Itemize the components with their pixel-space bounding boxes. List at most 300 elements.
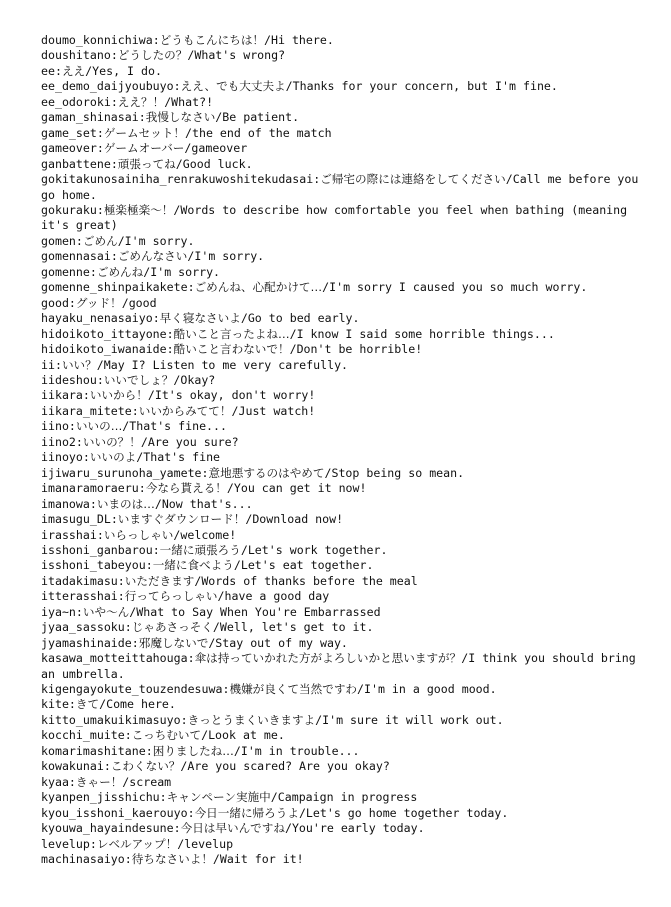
colon-separator: : bbox=[96, 527, 104, 542]
japanese-text: いいから！ bbox=[89, 388, 148, 403]
colon-separator: : bbox=[159, 790, 167, 805]
slash-separator: / bbox=[245, 512, 253, 527]
phrase-key: gomen bbox=[41, 233, 76, 248]
phrase-key: imasugu_DL bbox=[41, 512, 111, 527]
phrase-key: game_set bbox=[41, 125, 97, 140]
slash-separator: / bbox=[175, 156, 183, 171]
english-translation: I'm sorry. bbox=[124, 233, 195, 248]
colon-separator: : bbox=[187, 651, 195, 666]
japanese-text: こっちむいて bbox=[131, 728, 202, 743]
japanese-text: いただきます bbox=[124, 573, 195, 588]
phrase-key: good bbox=[41, 295, 69, 310]
phrase-entry bbox=[41, 419, 641, 434]
phrase-entry bbox=[41, 342, 641, 357]
slash-separator: / bbox=[129, 604, 137, 619]
phrase-key: gokuraku bbox=[41, 202, 97, 217]
colon-separator: : bbox=[75, 604, 83, 619]
phrase-key: kyou_isshoni_kaerouyo bbox=[41, 805, 188, 820]
colon-separator: : bbox=[75, 434, 83, 449]
phrase-entry bbox=[41, 620, 641, 635]
phrase-key: kasawa_motteittahouga bbox=[41, 651, 188, 666]
english-translation: Go to bed early. bbox=[247, 311, 360, 326]
english-translation: welcome! bbox=[180, 527, 237, 542]
phrase-key: gomennasai bbox=[41, 249, 111, 264]
japanese-text: いいの… bbox=[75, 419, 123, 434]
japanese-text: 今なら貰える！ bbox=[145, 481, 227, 496]
slash-separator: / bbox=[322, 280, 330, 295]
slash-separator: / bbox=[140, 434, 148, 449]
slash-separator: / bbox=[315, 712, 323, 727]
slash-separator: / bbox=[357, 682, 364, 697]
phrase-entry bbox=[41, 249, 641, 264]
english-translation: Campaign in progress bbox=[277, 790, 418, 805]
english-translation: Don't be horrible! bbox=[296, 342, 423, 357]
phrase-entry bbox=[41, 697, 641, 712]
colon-separator: : bbox=[131, 403, 139, 418]
slash-separator: / bbox=[122, 774, 130, 789]
colon-separator: : bbox=[173, 79, 181, 94]
slash-separator: / bbox=[505, 172, 513, 187]
english-translation: I'm sure it will work out. bbox=[322, 712, 504, 727]
slash-separator: / bbox=[173, 372, 181, 387]
phrase-key: kitto_umakuikimasuyo bbox=[41, 712, 181, 727]
english-translation: Words to describe how comfortable you feel when bathing (meaning it's great) bbox=[41, 202, 635, 233]
colon-separator: : bbox=[138, 481, 146, 496]
phrase-key: imanowa bbox=[41, 496, 90, 511]
colon-separator: : bbox=[96, 372, 104, 387]
phrase-entry bbox=[41, 512, 641, 527]
english-translation: Are you scared? Are you okay? bbox=[187, 759, 390, 774]
colon-separator: : bbox=[75, 233, 83, 248]
phrase-entry bbox=[41, 574, 641, 589]
slash-separator: / bbox=[194, 573, 202, 588]
english-translation: Good luck. bbox=[182, 156, 253, 171]
slash-separator: / bbox=[289, 342, 297, 357]
phrase-entry bbox=[41, 48, 641, 63]
phrase-key: ijiwaru_surunoha_yamete bbox=[41, 465, 202, 480]
phrase-key: kyaa bbox=[41, 774, 69, 789]
phrase-entry bbox=[41, 311, 641, 326]
phrase-key: levelup bbox=[41, 836, 90, 851]
english-translation: Words of thanks before the meal bbox=[201, 573, 418, 588]
slash-separator: / bbox=[143, 264, 151, 279]
colon-separator: : bbox=[68, 419, 76, 434]
colon-separator: : bbox=[96, 141, 104, 156]
japanese-text: ごめんね、心配かけて… bbox=[194, 280, 323, 295]
phrase-entry bbox=[41, 404, 641, 419]
japanese-text: ええ、でも大丈夫よ bbox=[180, 79, 286, 94]
japanese-text: いいのよ bbox=[89, 450, 137, 465]
phrase-key: kite bbox=[41, 697, 69, 712]
english-translation: Stay out of my way. bbox=[215, 635, 348, 650]
colon-separator: : bbox=[96, 202, 104, 217]
slash-separator: / bbox=[99, 697, 107, 712]
colon-separator: : bbox=[54, 63, 62, 78]
english-translation: scream bbox=[129, 774, 172, 789]
colon-separator: : bbox=[124, 852, 132, 867]
slash-separator: / bbox=[298, 805, 306, 820]
phrase-key: ganbattene bbox=[41, 156, 111, 171]
english-translation: I'm sorry. bbox=[194, 249, 265, 264]
phrase-entry bbox=[41, 126, 641, 141]
english-translation: Thanks for your concern, but I'm fine. bbox=[292, 79, 558, 94]
japanese-text: いまのは… bbox=[96, 496, 155, 511]
english-translation: Well, let's get to it. bbox=[219, 620, 374, 635]
phrase-entry bbox=[41, 759, 641, 774]
phrase-key: gomenne_shinpaikakete bbox=[41, 280, 188, 295]
colon-separator: : bbox=[54, 357, 62, 372]
japanese-text: いい？ bbox=[61, 357, 97, 372]
slash-separator: / bbox=[122, 419, 130, 434]
colon-separator: : bbox=[145, 743, 153, 758]
japanese-text: こわくない？ bbox=[110, 759, 181, 774]
japanese-text: ええ？！ bbox=[117, 94, 165, 109]
slash-separator: / bbox=[147, 388, 155, 403]
phrase-entry bbox=[41, 79, 641, 94]
phrase-list bbox=[41, 33, 646, 867]
japanese-text: 我慢しなさい bbox=[145, 110, 216, 125]
japanese-text: ええ bbox=[61, 63, 86, 78]
slash-separator: / bbox=[264, 33, 272, 47]
japanese-text: 酷いこと言わないで！ bbox=[173, 342, 290, 357]
japanese-text: 邪魔しないで bbox=[138, 635, 209, 650]
phrase-key: iideshou bbox=[41, 372, 97, 387]
phrase-entry bbox=[41, 265, 641, 280]
slash-separator: / bbox=[154, 496, 162, 511]
japanese-text: レベルアップ！ bbox=[96, 836, 178, 851]
phrase-entry bbox=[41, 543, 641, 558]
english-translation: gameover bbox=[191, 141, 248, 156]
japanese-text: いいの？！ bbox=[82, 434, 141, 449]
phrase-entry bbox=[41, 852, 641, 867]
phrase-entry bbox=[41, 481, 641, 496]
colon-separator: : bbox=[96, 125, 104, 140]
phrase-key: gokitakunosainiha_renrakuwoshitekudasai bbox=[41, 172, 314, 187]
slash-separator: / bbox=[212, 620, 220, 635]
japanese-text: ごめんね bbox=[96, 264, 144, 279]
japanese-text: 極楽極楽～！ bbox=[103, 202, 174, 217]
colon-separator: : bbox=[68, 774, 76, 789]
phrase-key: doumo_konnichiwa bbox=[41, 33, 153, 47]
japanese-text: どうしたの？ bbox=[117, 48, 188, 63]
slash-separator: / bbox=[117, 233, 125, 248]
phrase-entry bbox=[41, 528, 641, 543]
phrase-key: hayaku_nenasaiyo bbox=[41, 311, 153, 326]
phrase-entry bbox=[41, 713, 641, 728]
japanese-text: 一緒に食べよう bbox=[152, 558, 234, 573]
slash-separator: / bbox=[177, 836, 185, 851]
slash-separator: / bbox=[85, 63, 93, 78]
phrase-key: gaman_shinasai bbox=[41, 110, 139, 125]
english-translation: good bbox=[128, 295, 157, 310]
phrase-key: iikara_mitete bbox=[41, 403, 132, 418]
japanese-text: 待ちなさいよ！ bbox=[131, 852, 213, 867]
phrase-key: gomenne bbox=[41, 264, 90, 279]
slash-separator: / bbox=[136, 450, 144, 465]
phrase-key: kowakunai bbox=[41, 759, 104, 774]
english-translation: Stop being so mean. bbox=[331, 465, 465, 480]
japanese-text: 今日一緒に帰ろうよ bbox=[194, 805, 299, 820]
english-translation: I think you should bring an umbrella. bbox=[41, 651, 643, 681]
phrase-entry bbox=[41, 157, 641, 172]
phrase-entry bbox=[41, 636, 641, 651]
japanese-text: 今日は早いんですね bbox=[180, 821, 285, 836]
phrase-key: ee_demo_daijyoubuyo bbox=[41, 79, 174, 94]
colon-separator: : bbox=[110, 249, 118, 264]
phrase-key: itterasshai bbox=[41, 589, 118, 604]
japanese-text: 一緒に頑張ろう bbox=[159, 542, 241, 557]
phrase-key: doushitano bbox=[41, 48, 111, 63]
japanese-text: 傘は持っていかれた方がよろしいかと思いますが？ bbox=[194, 651, 462, 666]
phrase-key: iya~n bbox=[41, 604, 76, 619]
japanese-text: じゃあさっそく bbox=[131, 620, 213, 635]
japanese-text: グッド！ bbox=[75, 295, 122, 310]
slash-separator: / bbox=[284, 821, 292, 836]
slash-separator: / bbox=[217, 589, 225, 604]
english-translation: I'm in a good mood. bbox=[364, 682, 497, 697]
phrase-key: gameover bbox=[41, 141, 97, 156]
japanese-text: ゲームオーバー bbox=[103, 141, 185, 156]
slash-separator: / bbox=[212, 852, 220, 867]
english-translation: What?! bbox=[171, 94, 214, 109]
english-translation: Just watch! bbox=[238, 403, 316, 418]
phrase-entry bbox=[41, 744, 641, 759]
phrase-entry bbox=[41, 435, 641, 450]
slash-separator: / bbox=[184, 141, 192, 156]
phrase-key: hidoikoto_iwanaide bbox=[41, 342, 167, 357]
phrase-entry bbox=[41, 327, 641, 342]
english-translation: What's wrong? bbox=[194, 48, 286, 63]
english-translation: the end of the match bbox=[191, 125, 332, 140]
slash-separator: / bbox=[173, 527, 181, 542]
english-translation: Okay? bbox=[180, 372, 216, 387]
english-translation: have a good day bbox=[224, 589, 330, 604]
phrase-key: komarimashitane bbox=[41, 743, 146, 758]
english-translation: Hi there. bbox=[271, 33, 334, 47]
phrase-entry bbox=[41, 497, 641, 512]
phrase-entry bbox=[41, 728, 641, 743]
slash-separator: / bbox=[164, 94, 172, 109]
slash-separator: / bbox=[96, 357, 104, 372]
japanese-text: ご帰宅の際には連絡をしてください bbox=[320, 172, 506, 187]
phrase-entry bbox=[41, 806, 641, 821]
phrase-entry bbox=[41, 589, 641, 604]
phrase-key: iikara bbox=[41, 388, 83, 403]
english-translation: I know I said some horrible things... bbox=[296, 326, 555, 341]
colon-separator: : bbox=[110, 94, 118, 109]
english-translation: I'm in trouble... bbox=[240, 743, 360, 758]
slash-separator: / bbox=[187, 249, 195, 264]
phrase-entry bbox=[41, 450, 641, 465]
colon-separator: : bbox=[222, 682, 230, 697]
colon-separator: : bbox=[187, 805, 195, 820]
english-translation: levelup bbox=[184, 836, 234, 851]
english-translation: Call me before you go home. bbox=[41, 172, 646, 202]
phrase-key: hidoikoto_ittayone bbox=[41, 326, 167, 341]
phrase-key: jyaa_sassoku bbox=[41, 620, 125, 635]
phrase-entry bbox=[41, 280, 641, 295]
phrase-key: jyamashinaide bbox=[41, 635, 132, 650]
colon-separator: : bbox=[103, 759, 111, 774]
slash-separator: / bbox=[208, 635, 216, 650]
english-translation: Let's eat together. bbox=[240, 558, 374, 573]
slash-separator: / bbox=[240, 311, 248, 326]
slash-separator: / bbox=[121, 295, 129, 310]
english-translation: Are you sure? bbox=[147, 434, 239, 449]
slash-separator: / bbox=[270, 790, 278, 805]
phrase-key: ii bbox=[41, 357, 55, 372]
slash-separator: / bbox=[187, 48, 195, 63]
phrase-key: iino2 bbox=[41, 434, 76, 449]
phrase-entry bbox=[41, 141, 641, 156]
japanese-text: きっとうまくいきますよ bbox=[187, 712, 316, 727]
japanese-text: きて bbox=[75, 697, 100, 712]
japanese-text: 困りましたね… bbox=[152, 743, 234, 758]
colon-separator: : bbox=[201, 465, 209, 480]
japanese-text: ごめん bbox=[82, 233, 118, 248]
japanese-text: 意地悪するのはやめて bbox=[208, 465, 325, 480]
japanese-text: ゲームセット！ bbox=[103, 125, 185, 140]
phrase-key: kyanpen_jisshichu bbox=[41, 790, 160, 805]
english-translation: It's okay, don't worry! bbox=[154, 388, 316, 403]
phrase-entry bbox=[41, 358, 641, 373]
colon-separator: : bbox=[89, 264, 97, 279]
phrase-key: kigengayokute_touzendesuwa bbox=[41, 682, 223, 697]
english-translation: Yes, I do. bbox=[92, 63, 162, 78]
colon-separator: : bbox=[110, 48, 118, 63]
colon-separator: : bbox=[68, 295, 76, 310]
english-translation: May I? Listen to me very carefully. bbox=[103, 357, 349, 372]
slash-separator: / bbox=[173, 202, 181, 217]
colon-separator: : bbox=[152, 311, 160, 326]
slash-separator: / bbox=[240, 542, 248, 557]
english-translation: Now that's... bbox=[161, 496, 253, 511]
phrase-entry bbox=[41, 775, 641, 790]
phrase-entry bbox=[41, 466, 641, 481]
phrase-key: isshoni_tabeyou bbox=[41, 558, 146, 573]
slash-separator: / bbox=[324, 465, 332, 480]
phrase-entry bbox=[41, 64, 641, 79]
colon-separator: : bbox=[117, 573, 125, 588]
english-translation: Let's go home together today. bbox=[305, 805, 509, 820]
colon-separator: : bbox=[313, 172, 321, 187]
english-translation: That's fine... bbox=[129, 419, 228, 434]
phrase-entry bbox=[41, 651, 641, 682]
english-translation: I'm sorry. bbox=[150, 264, 221, 279]
phrase-entry bbox=[41, 33, 641, 48]
slash-separator: / bbox=[180, 759, 188, 774]
phrase-entry bbox=[41, 388, 641, 403]
colon-separator: : bbox=[124, 728, 132, 743]
japanese-text: 行ってらっしゃい bbox=[124, 589, 218, 604]
phrase-entry bbox=[41, 95, 641, 110]
slash-separator: / bbox=[233, 743, 241, 758]
phrase-entry bbox=[41, 682, 641, 697]
english-translation: You're early today. bbox=[291, 821, 425, 836]
slash-separator: / bbox=[285, 79, 293, 94]
japanese-text: キャンペーン実施中 bbox=[166, 790, 271, 805]
japanese-text: いいでしょ？ bbox=[103, 372, 174, 387]
english-translation: Download now! bbox=[252, 512, 344, 527]
colon-separator: : bbox=[82, 450, 90, 465]
colon-separator: : bbox=[110, 512, 118, 527]
phrase-entry bbox=[41, 172, 646, 203]
phrase-entry bbox=[41, 110, 641, 125]
japanese-text: いらっしゃい bbox=[103, 527, 174, 542]
phrase-entry bbox=[41, 373, 641, 388]
phrase-entry bbox=[41, 296, 641, 311]
slash-separator: / bbox=[233, 558, 241, 573]
colon-separator: : bbox=[152, 542, 160, 557]
english-translation: Be patient. bbox=[222, 110, 300, 125]
english-translation: What to Say When You're Embarrassed bbox=[136, 604, 381, 619]
colon-separator: : bbox=[152, 33, 160, 47]
slash-separator: / bbox=[201, 728, 209, 743]
colon-separator: : bbox=[180, 712, 188, 727]
phrase-entry bbox=[41, 558, 641, 573]
phrase-entry bbox=[41, 790, 641, 805]
english-translation: You can get it now! bbox=[233, 481, 367, 496]
colon-separator: : bbox=[124, 620, 132, 635]
slash-separator: / bbox=[185, 125, 192, 140]
slash-separator: / bbox=[215, 110, 223, 125]
english-translation: Look at me. bbox=[208, 728, 285, 743]
english-translation: I'm sorry I caused you so much worry. bbox=[329, 280, 588, 295]
phrase-entry bbox=[41, 203, 641, 234]
english-translation: Come here. bbox=[106, 697, 176, 712]
colon-separator: : bbox=[187, 280, 195, 295]
colon-separator: : bbox=[82, 388, 90, 403]
slash-separator: / bbox=[461, 651, 469, 666]
japanese-text: いいからみてて！ bbox=[138, 403, 232, 418]
phrase-key: machinasaiyo bbox=[41, 852, 125, 867]
phrase-entry bbox=[41, 234, 641, 249]
phrase-key: kocchi_muite bbox=[41, 728, 125, 743]
colon-separator: : bbox=[89, 496, 97, 511]
colon-separator: : bbox=[131, 635, 139, 650]
slash-separator: / bbox=[231, 403, 239, 418]
colon-separator: : bbox=[166, 342, 174, 357]
phrase-key: imanaramoraeru bbox=[41, 481, 139, 496]
colon-separator: : bbox=[68, 697, 76, 712]
japanese-text: 機嫌が良くて当然ですわ bbox=[229, 682, 358, 697]
phrase-key: ee_odoroki bbox=[41, 94, 111, 109]
phrase-entry bbox=[41, 821, 641, 836]
colon-separator: : bbox=[117, 589, 125, 604]
phrase-key: kyouwa_hayaindesune bbox=[41, 821, 174, 836]
japanese-text: 酷いこと言ったよね… bbox=[173, 326, 290, 341]
phrase-key: iinoyo bbox=[41, 450, 83, 465]
english-translation: That's fine bbox=[143, 450, 221, 465]
english-translation: Wait for it! bbox=[219, 852, 304, 867]
phrase-entry bbox=[41, 605, 641, 620]
japanese-text: ごめんなさい bbox=[117, 249, 188, 264]
phrase-key: ee bbox=[41, 63, 55, 78]
colon-separator: : bbox=[145, 558, 153, 573]
colon-separator: : bbox=[138, 110, 146, 125]
colon-separator: : bbox=[89, 836, 97, 851]
english-translation: Let's work together. bbox=[247, 542, 388, 557]
japanese-text: どうもこんにちは！ bbox=[159, 33, 265, 47]
phrase-key: itadakimasu bbox=[41, 573, 118, 588]
phrase-entry bbox=[41, 837, 641, 852]
phrase-key: iino bbox=[41, 419, 69, 434]
slash-separator: / bbox=[289, 326, 297, 341]
japanese-text: いますぐダウンロード！ bbox=[117, 512, 246, 527]
slash-separator: / bbox=[226, 481, 234, 496]
phrase-key: isshoni_ganbarou bbox=[41, 542, 153, 557]
japanese-text: きゃー！ bbox=[75, 774, 123, 789]
